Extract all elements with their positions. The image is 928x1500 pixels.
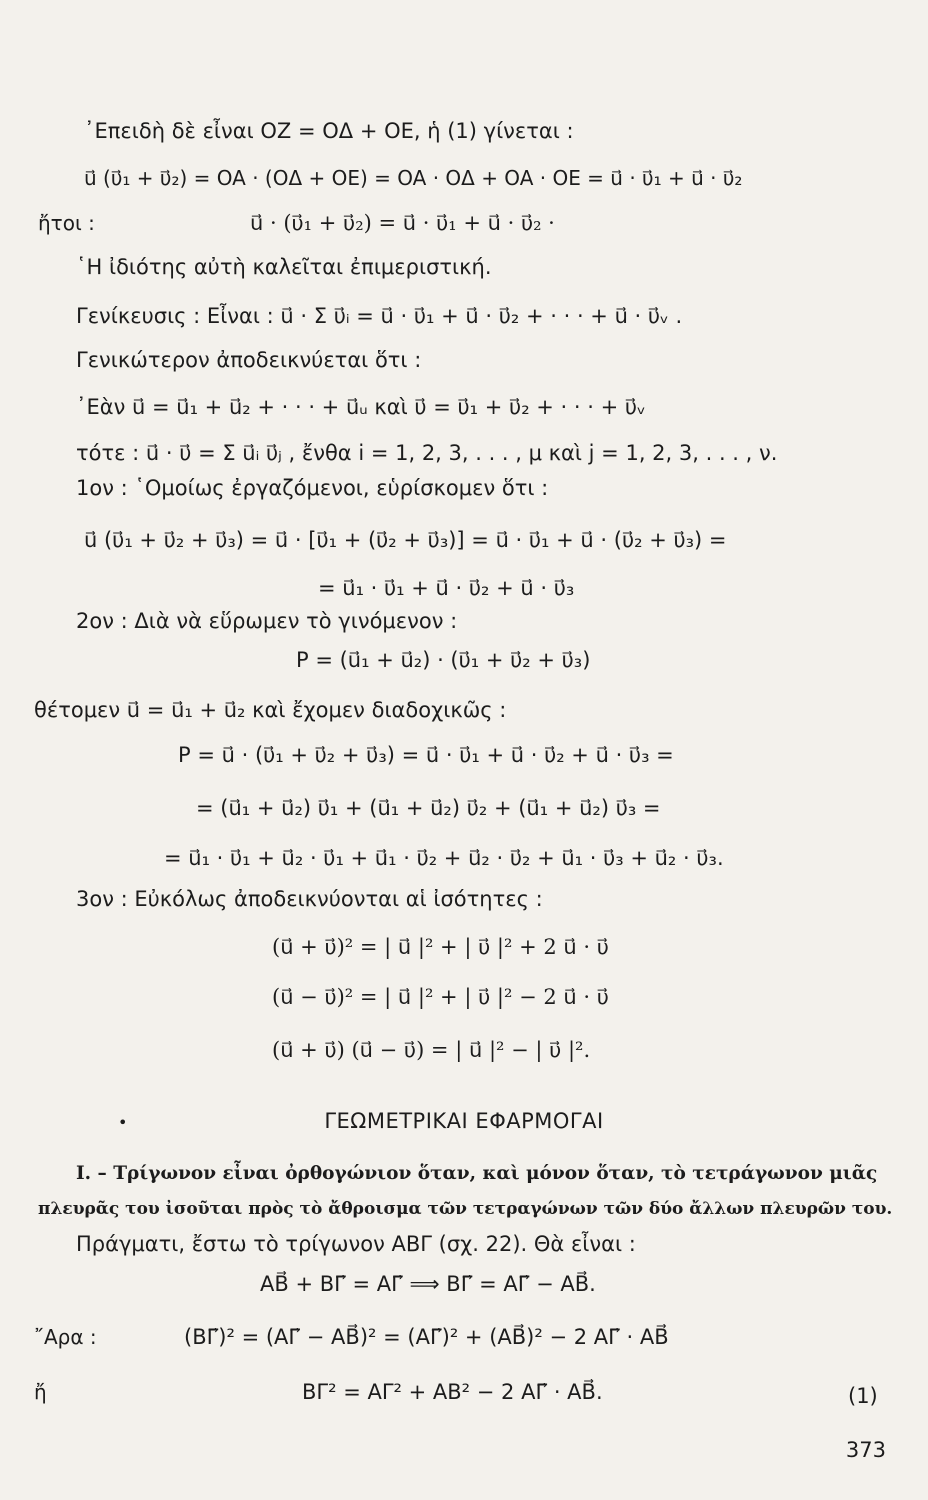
text-line-12: 2ον : Διὰ νὰ εὕρωμεν τὸ γινόμενον : xyxy=(76,609,458,633)
equation-line-3: u⃗ · (υ⃗₁ + υ⃗₂) = u⃗ · υ⃗₁ + u⃗ · υ⃗₂ · xyxy=(250,211,555,235)
identity-line-3: (u⃗ + υ⃗) (u⃗ − υ⃗) = | u⃗ |² − | υ⃗ |². xyxy=(272,1038,591,1062)
section-heading: ΓΕΩΜΕΤΡΙΚΑΙ ΕΦΑΡΜΟΓΑΙ xyxy=(324,1109,604,1133)
equation-line-27: (BΓ⃗)² = (AΓ⃗ − AB⃗)² = (AΓ⃗)² + (AB⃗)² − 2 AΓ⃗ · AB⃗ xyxy=(184,1325,669,1349)
equation-line-16: = (u⃗₁ + u⃗₂) υ⃗₁ + (u⃗₁ + u⃗₂) υ⃗₂ + (u⃗₁ + u⃗₂) υ⃗₃ = xyxy=(196,796,661,820)
theorem-line-2: πλευρᾶς του ἰσοῦται πρὸς τὸ ἄθροισμα τῶν τετραγώνων τῶν δύο ἄλλων πλευρῶν του. xyxy=(38,1199,893,1219)
equation-line-15: P = u⃗ · (υ⃗₁ + υ⃗₂ + υ⃗₃) = u⃗ · υ⃗₁ + u⃗ · υ⃗₂ + u⃗ · υ⃗₃ = xyxy=(178,743,674,767)
label-eta: ἤ xyxy=(34,1380,47,1404)
text-line-25: Πράγματι, ἔστω τὸ τρίγωνον ΑΒΓ (σχ. 22). Θὰ εἶναι : xyxy=(76,1232,636,1256)
generalization-line: Γενίκευσις : Εἶναι : u⃗ · Σ υ⃗ᵢ = u⃗ · υ⃗₁ + u⃗ · υ⃗₂ + · · · + u⃗ · υ⃗ᵥ . xyxy=(76,304,683,328)
equation-line-28: BΓ² = AΓ² + AB² − 2 AΓ⃗ · AB⃗. xyxy=(302,1380,603,1404)
theorem-line-1: I. – Τρίγωνον εἶναι ὀρθογώνιον ὅταν, καὶ μόνον ὅταν, τὸ τετράγωνον μιᾶς xyxy=(76,1163,878,1184)
label-ara: ῎Αρα : xyxy=(34,1325,97,1349)
equation-line-2: u⃗ (υ⃗₁ + υ⃗₂) = OA · (OΔ + OE) = OA · OΔ + OA · OE = u⃗ · υ⃗₁ + u⃗ · υ⃗₂ xyxy=(84,166,743,190)
equation-line-13: P = (u⃗₁ + u⃗₂) · (υ⃗₁ + υ⃗₂ + υ⃗₃) xyxy=(296,648,591,672)
text-line-14: θέτομεν u⃗ = u⃗₁ + u⃗₂ καὶ ἔχομεν διαδοχικῶς : xyxy=(34,698,507,722)
equation-line-26: AB⃗ + BΓ⃗ = AΓ⃗ ⟹ BΓ⃗ = AΓ⃗ − AB⃗. xyxy=(260,1272,596,1296)
text-line-1: ᾿Επειδὴ δὲ εἶναι OZ = OΔ + OE, ἡ (1) γίνεται : xyxy=(84,119,574,143)
equation-line-8: τότε : u⃗ · υ⃗ = Σ u⃗ᵢ υ⃗ⱼ , ἔνθα i = 1, 2, 3, . . . , μ καὶ j = 1, 2, 3, . . . , ν. xyxy=(76,441,778,465)
equation-number: (1) xyxy=(848,1384,878,1408)
identity-line-2: (u⃗ − υ⃗)² = | u⃗ |² + | υ⃗ |² − 2 u⃗ · υ⃗ xyxy=(272,985,609,1009)
identity-line-1: (u⃗ + υ⃗)² = | u⃗ |² + | υ⃗ |² + 2 u⃗ · υ⃗ xyxy=(272,935,609,959)
label-htoi: ἤτοι : xyxy=(38,211,95,235)
text-line-6: Γενικώτερον ἀποδεικνύεται ὅτι : xyxy=(76,348,422,372)
page-number: 373 xyxy=(845,1438,886,1462)
equation-line-7: ᾿Εὰν u⃗ = u⃗₁ + u⃗₂ + · · · + u⃗ᵤ καὶ υ⃗ = υ⃗₁ + υ⃗₂ + · · · + υ⃗ᵥ xyxy=(76,395,646,419)
text-line-18: 3ον : Εὐκόλως ἀποδεικνύονται αἱ ἰσότητες : xyxy=(76,887,543,911)
text-line-9: 1ον : ῾Ομοίως ἐργαζόμενοι, εὑρίσκομεν ὅτι : xyxy=(76,476,549,500)
equation-line-10: u⃗ (υ⃗₁ + υ⃗₂ + υ⃗₃) = u⃗ · [υ⃗₁ + (υ⃗₂ + υ⃗₃)] = u⃗ · υ⃗₁ + u⃗ · (υ⃗₂ + υ⃗₃) = xyxy=(84,528,727,552)
equation-line-11: = u⃗₁ · υ⃗₁ + u⃗ · υ⃗₂ + u⃗ · υ⃗₃ xyxy=(318,576,575,600)
text-line-4: ῾Η ἰδιότης αὐτὴ καλεῖται ἐπιμεριστική. xyxy=(76,255,492,279)
equation-line-17: = u⃗₁ · υ⃗₁ + u⃗₂ · υ⃗₁ + u⃗₁ · υ⃗₂ + u⃗₂ · υ⃗₂ + u⃗₁ · υ⃗₃ + u⃗₂ · υ⃗₃. xyxy=(164,846,724,870)
bullet-mark: • xyxy=(118,1113,128,1132)
